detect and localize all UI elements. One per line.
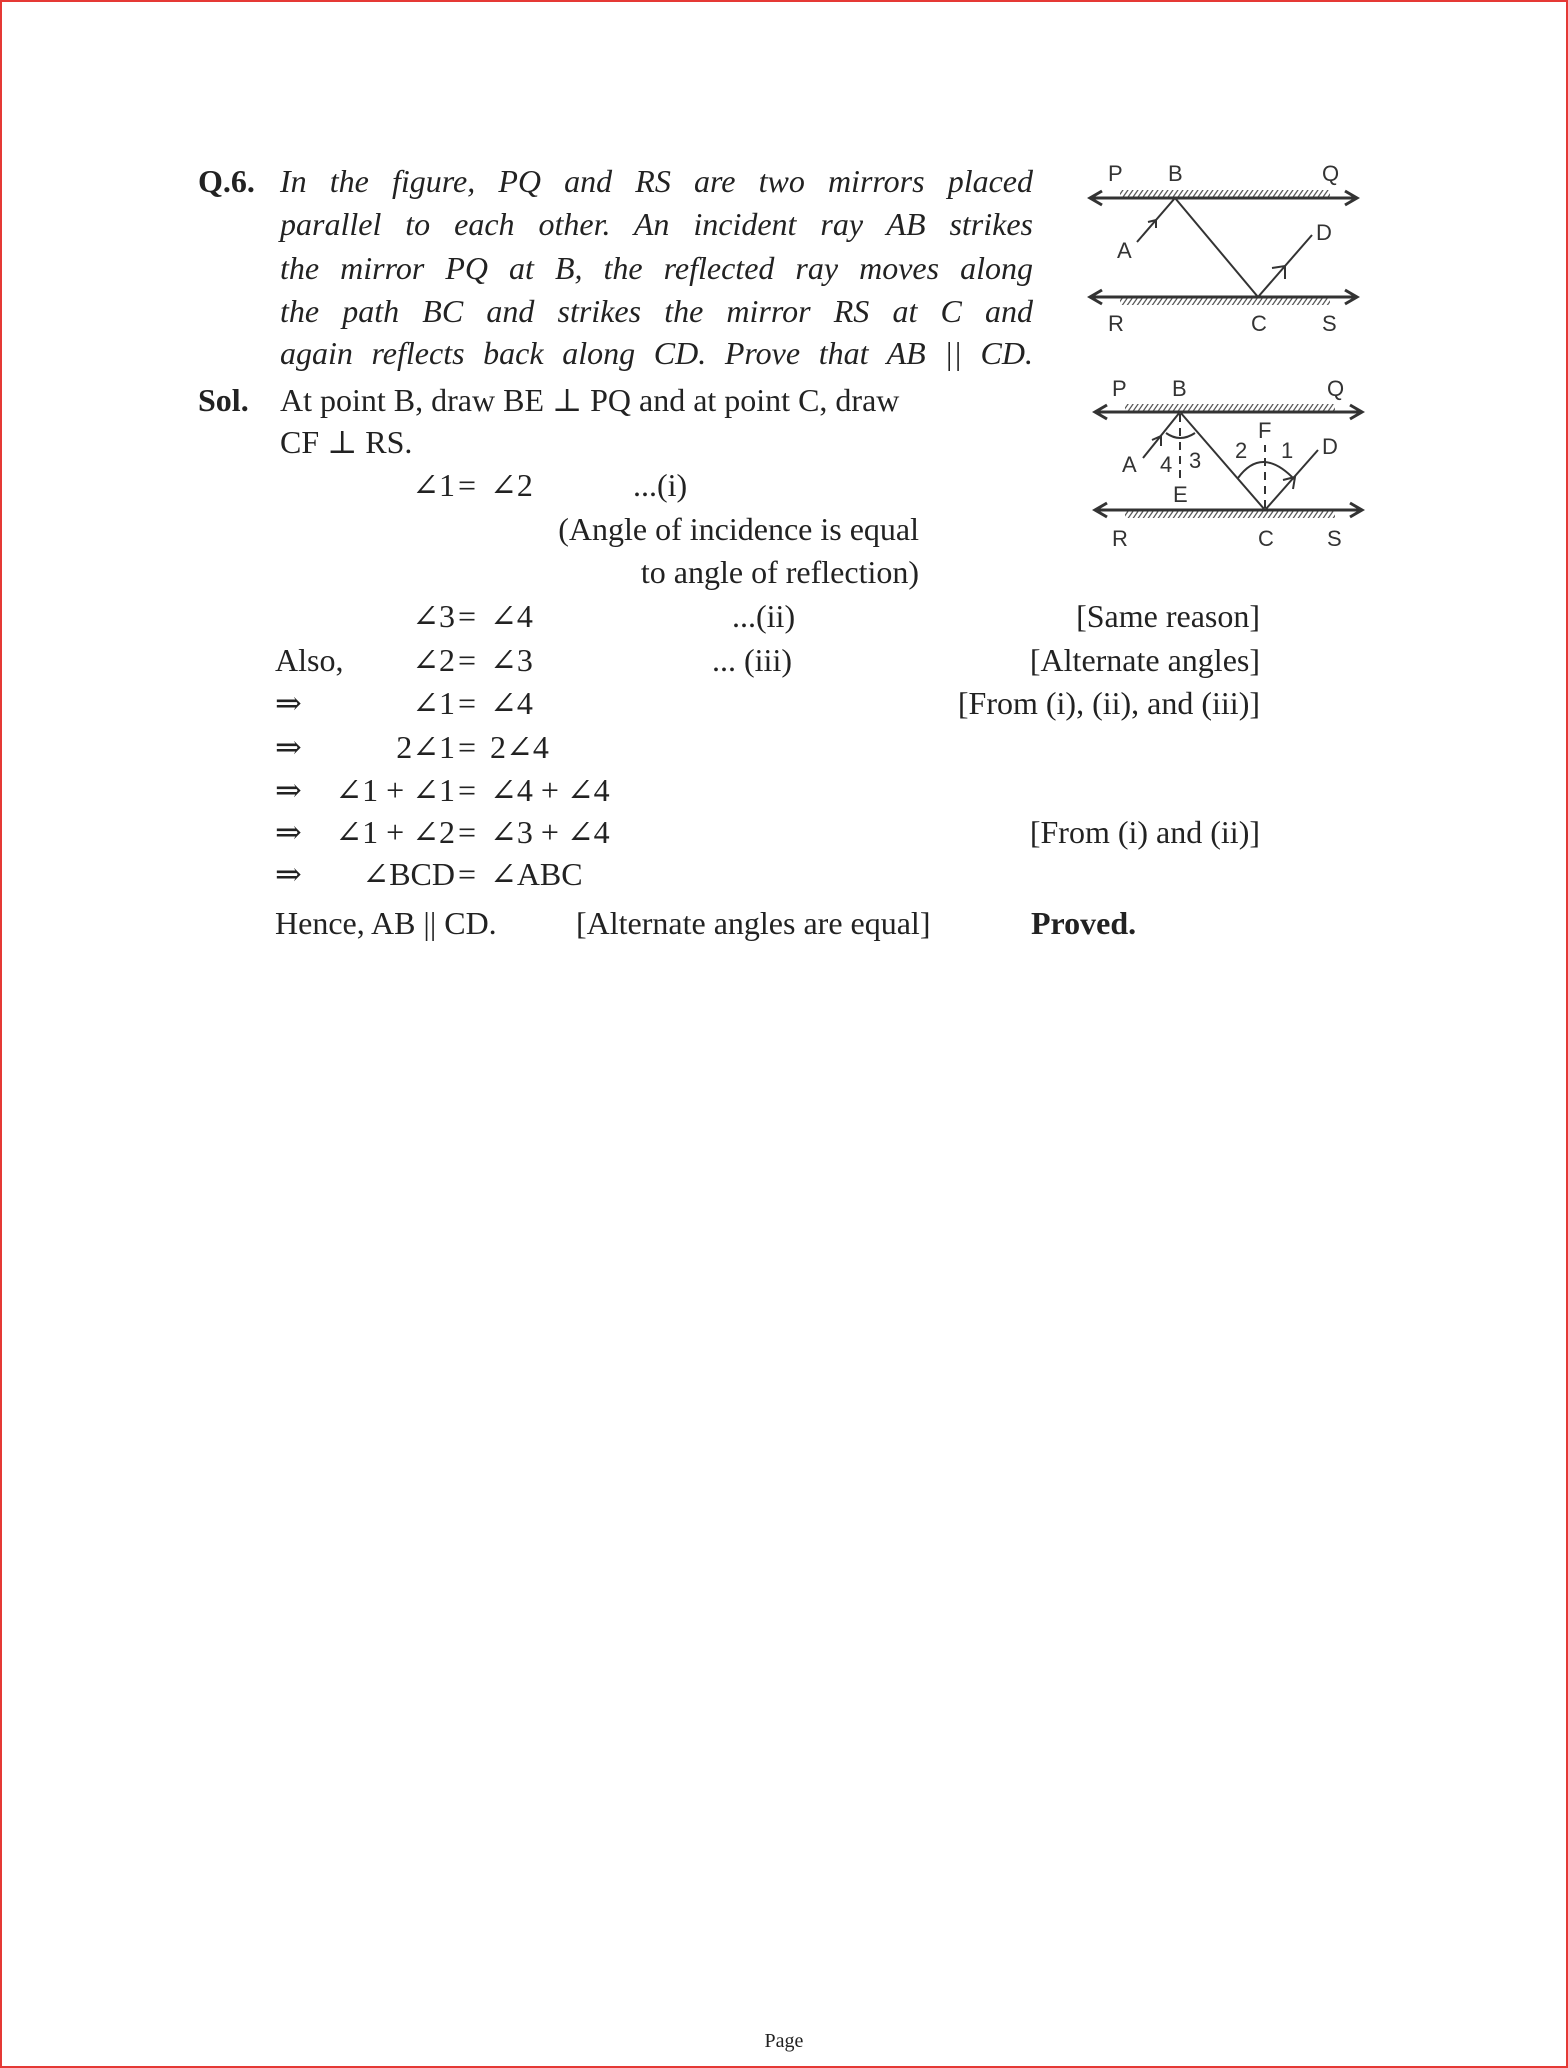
label-e: E	[1173, 482, 1188, 507]
step-reason: [From (i), (ii), and (iii)]	[957, 685, 1260, 721]
step-lhs: ∠2	[412, 642, 455, 678]
label-p: P	[1112, 376, 1127, 401]
label-c: C	[1258, 526, 1274, 551]
mirror-pq-hatching	[1120, 190, 1330, 197]
label-angle-3: 3	[1189, 448, 1202, 473]
step-prefix: Also,	[275, 642, 344, 678]
step-prefix: ⇒	[275, 729, 302, 765]
conclusion: Hence, AB || CD.	[275, 905, 497, 941]
label-a: A	[1122, 452, 1137, 477]
conclusion-reason: [Alternate angles are equal]	[576, 905, 931, 941]
figure-1-labels	[1108, 161, 1339, 336]
step-ref: ... (iii)	[712, 642, 792, 678]
label-r: R	[1112, 526, 1128, 551]
step-rhs: 2∠4	[490, 729, 549, 765]
question-line: again reflects back along CD. Prove that AB || CD.	[280, 335, 1033, 371]
step-lhs: ∠BCD	[362, 856, 455, 892]
step-lhs: 2∠1	[396, 729, 455, 765]
step-rhs: ∠3	[490, 642, 533, 678]
step-equals: =	[458, 642, 477, 678]
label-angle-1: 1	[1281, 438, 1294, 463]
question-line: In the figure, PQ and RS are two mirrors placed	[280, 163, 1033, 199]
solution-line: At point B, draw BE ⊥ PQ and at point C, draw	[280, 382, 900, 418]
label-c: C	[1251, 311, 1267, 336]
mirror-rs-hatching	[1125, 511, 1335, 518]
step-lhs: ∠3	[412, 598, 455, 634]
label-r: R	[1108, 311, 1124, 336]
step-equals: =	[458, 772, 477, 808]
step-prefix: ⇒	[275, 685, 302, 721]
label-s: S	[1327, 526, 1342, 551]
label-b: B	[1168, 161, 1183, 186]
label-s: S	[1322, 311, 1337, 336]
note-line: (Angle of incidence is equal	[558, 511, 919, 547]
question-line: the path BC and strikes the mirror RS at C and	[280, 293, 1033, 329]
step-prefix: ⇒	[275, 814, 302, 850]
mirror-rs-hatching	[1120, 298, 1330, 305]
solution-label: Sol.	[198, 382, 249, 418]
step-prefix: ⇒	[275, 856, 302, 892]
step-lhs: ∠1 + ∠1	[335, 772, 455, 808]
step-equals: =	[458, 729, 477, 765]
ray-bc	[1175, 198, 1258, 297]
label-p: P	[1108, 161, 1123, 186]
label-angle-2: 2	[1235, 438, 1248, 463]
step-lhs: ∠1 + ∠2	[335, 814, 455, 850]
step-lhs: ∠1	[412, 467, 455, 503]
label-d: D	[1316, 220, 1332, 245]
step-rhs: ∠2	[490, 467, 533, 503]
step-rhs: ∠4	[490, 685, 533, 721]
label-b: B	[1172, 376, 1187, 401]
label-q: Q	[1322, 161, 1340, 186]
proved-label: Proved.	[1031, 905, 1137, 941]
question-line: parallel to each other. An incident ray AB strikes	[280, 206, 1033, 242]
label-f: F	[1258, 418, 1272, 443]
step-rhs: ∠4	[490, 598, 533, 634]
step-reason: [Same reason]	[1076, 598, 1260, 634]
label-a: A	[1117, 238, 1132, 263]
step-equals: =	[458, 814, 477, 850]
step-ref: ...(ii)	[732, 598, 796, 634]
label-q: Q	[1327, 376, 1345, 401]
step-equals: =	[458, 856, 477, 892]
mirror-figures	[0, 0, 1568, 600]
question-line: the mirror PQ at B, the reflected ray moves along	[280, 250, 1033, 286]
angle-arc-c	[1238, 462, 1295, 480]
note-line: to angle of reflection)	[640, 554, 919, 590]
step-ref: ...(i)	[633, 467, 688, 503]
step-rhs: ∠3 + ∠4	[490, 814, 610, 850]
mirror-pq-hatching	[1125, 404, 1335, 411]
step-prefix: ⇒	[275, 772, 302, 808]
step-lhs: ∠1	[412, 685, 455, 721]
label-d: D	[1322, 434, 1338, 459]
solution-line: CF ⊥ RS.	[280, 424, 413, 460]
step-rhs: ∠4 + ∠4	[490, 772, 610, 808]
figure-2-labels	[1112, 376, 1344, 551]
step-reason: [From (i) and (ii)]	[1029, 814, 1260, 850]
step-reason: [Alternate angles]	[1029, 642, 1260, 678]
step-rhs: ∠ABC	[490, 856, 583, 892]
question-label: Q.6.	[198, 163, 255, 199]
label-angle-4: 4	[1160, 452, 1173, 477]
step-equals: =	[458, 598, 477, 634]
step-equals: =	[458, 467, 477, 503]
step-equals: =	[458, 685, 477, 721]
page-footer: Page	[764, 2030, 804, 2052]
